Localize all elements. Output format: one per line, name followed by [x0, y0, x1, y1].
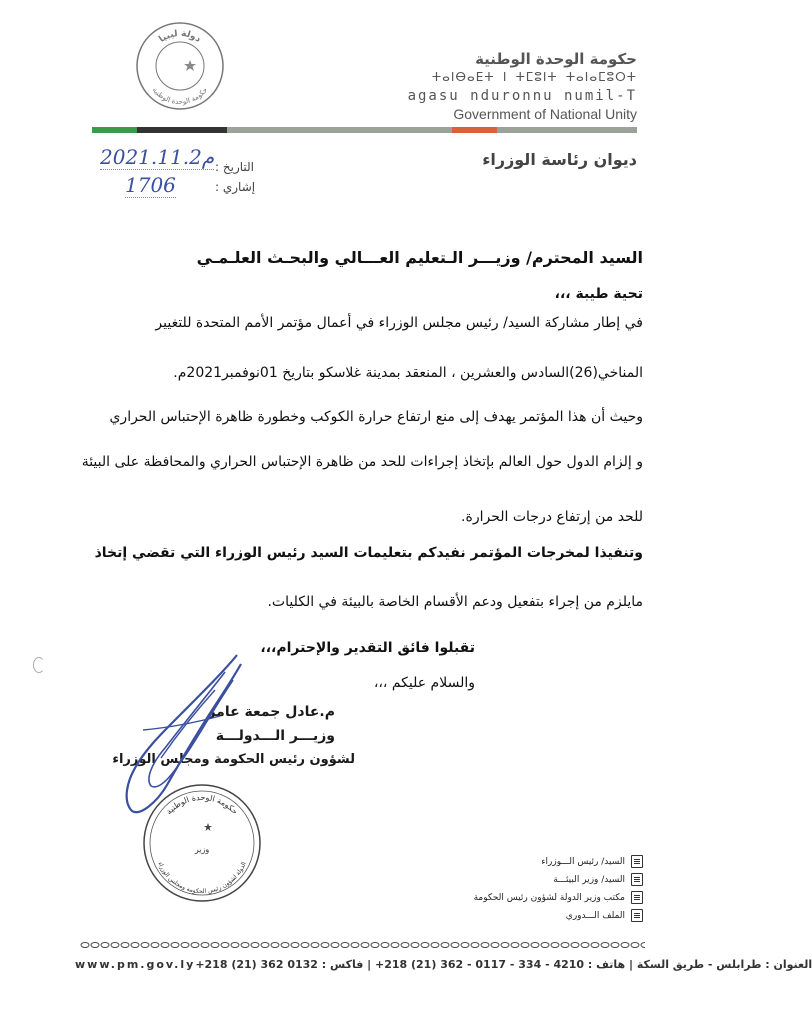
body-line: للحد من إرتفاع درجات الحرارة. — [461, 509, 643, 525]
seal-text-mid: وزير — [194, 845, 210, 854]
color-bar-segment — [227, 127, 452, 133]
reference-label: إشاري : — [215, 180, 256, 194]
color-bar-segment — [497, 127, 637, 133]
copy-recipient — [553, 873, 643, 886]
government-name-tifinagh: ⵜⴰⵏⴱⴰⴹⵜ ⵏ ⵜⵎⵓⵏⵜ ⵜⴰⵏⴰⵎⵓⵔⵜ — [431, 70, 637, 84]
signatory-department: لشؤون رئيس الحكومة ومجلس الوزراء — [112, 752, 355, 767]
svg-text:الدولة لشؤون رئيس الحكومة ومجل — [156, 861, 247, 895]
government-name-english: Government of National Unity — [453, 106, 637, 122]
closing-line: تقبلوا فائق التقدير والإحترام،،، — [260, 640, 475, 656]
office-name: ديوان رئاسة الوزراء — [482, 150, 637, 169]
copy-recipient-label: السيد/ وزير البيئـــة — [553, 874, 625, 885]
peace-line: والسلام عليكم ،،، — [373, 675, 475, 691]
footer — [75, 958, 812, 971]
state-emblem-logo — [134, 20, 226, 112]
copy-recipient-label: السيد/ رئيس الـــوزراء — [541, 856, 625, 867]
svg-text:حكومة الوحدة الوطنية — [164, 793, 239, 816]
footer-chain-border — [80, 941, 645, 949]
greeting: تحية طيبة ،،، — [554, 286, 643, 302]
svg-text:دولة ليبيا — [157, 29, 203, 45]
color-bar-segment — [137, 127, 227, 133]
copy-recipient — [541, 855, 643, 868]
logo-text-bottom: حكومة الوحدة الوطنية — [150, 86, 210, 107]
government-name-arabic: حكومة الوحدة الوطنية — [475, 50, 637, 68]
date-value: 2021.11.2م — [100, 145, 215, 169]
body-line: وحيث أن هذا المؤتمر يهدف إلى منع ارتفاع حرارة الكوكب وخطورة ظاهرة الإحتباس الحراري — [109, 409, 643, 425]
body-line: مايلزم من إجراء بتفعيل ودعم الأقسام الخاصة بالبيئة في الكليات. — [267, 594, 643, 610]
reference-value: 1706 — [125, 173, 176, 197]
punch-hole-mark — [33, 657, 45, 673]
copy-recipient-label: الملف الـــدوري — [565, 910, 625, 921]
official-seal-stamp — [141, 782, 263, 904]
copy-recipient — [474, 891, 643, 904]
copy-recipient — [566, 909, 643, 922]
document-icon — [631, 891, 643, 904]
body-line: و إلزام الدول حول العالم بإتخاذ إجراءات للحد من ظاهرة الإحتباس الحراري والمحافظة على البيئة — [81, 454, 643, 470]
color-bar-segment — [452, 127, 497, 133]
government-name-amazigh: agasu nduronnu numil-T — [407, 88, 637, 104]
footer-address: العنوان : طرابلس - طريق السكة | هاتف : 4210 - 334 - 0117 - 362 (21) 218+ | فاكس : 0132 362 (21) 218+ — [195, 958, 812, 971]
document-icon — [631, 873, 643, 886]
body-line: وتنفيذا لمخرجات المؤتمر نفيدكم بتعليمات السيد رئيس الوزراء التي تقضي إتخاذ — [94, 545, 643, 561]
header-color-bar — [92, 127, 637, 133]
date-label: التاريخ : — [215, 160, 255, 174]
body-line: في إطار مشاركة السيد/ رئيس مجلس الوزراء في أعمال مؤتمر الأمم المتحدة للتغيير — [155, 315, 643, 331]
color-bar-segment — [92, 127, 137, 133]
signatory-title: وزيـــر الـــدولـــة — [215, 728, 335, 744]
signatory-name: م.عادل جمعة عامر — [207, 704, 335, 720]
seal-text-bottom: الدولة لشؤون رئيس الحكومة ومجلس الوزراء — [156, 861, 248, 896]
footer-website[interactable]: www.pm.gov.ly — [75, 958, 196, 971]
body-line: المناخي(26)السادس والعشرين ، المنعقد بمدينة غلاسكو بتاريخ 01نوفمبر2021م. — [173, 365, 643, 381]
logo-text: دولة ليبيا — [157, 28, 203, 45]
document-icon — [631, 909, 643, 922]
copy-recipient-label: مكتب وزير الدولة لشؤون رئيس الحكومة — [473, 892, 625, 903]
seal-text-top: حكومة الوحدة الوطنية — [164, 792, 240, 817]
document-icon — [631, 855, 643, 868]
addressee: السيد المحترم/ وزيـــر الـتعليم العـــالي والبحـث العلـمـي — [196, 248, 643, 267]
